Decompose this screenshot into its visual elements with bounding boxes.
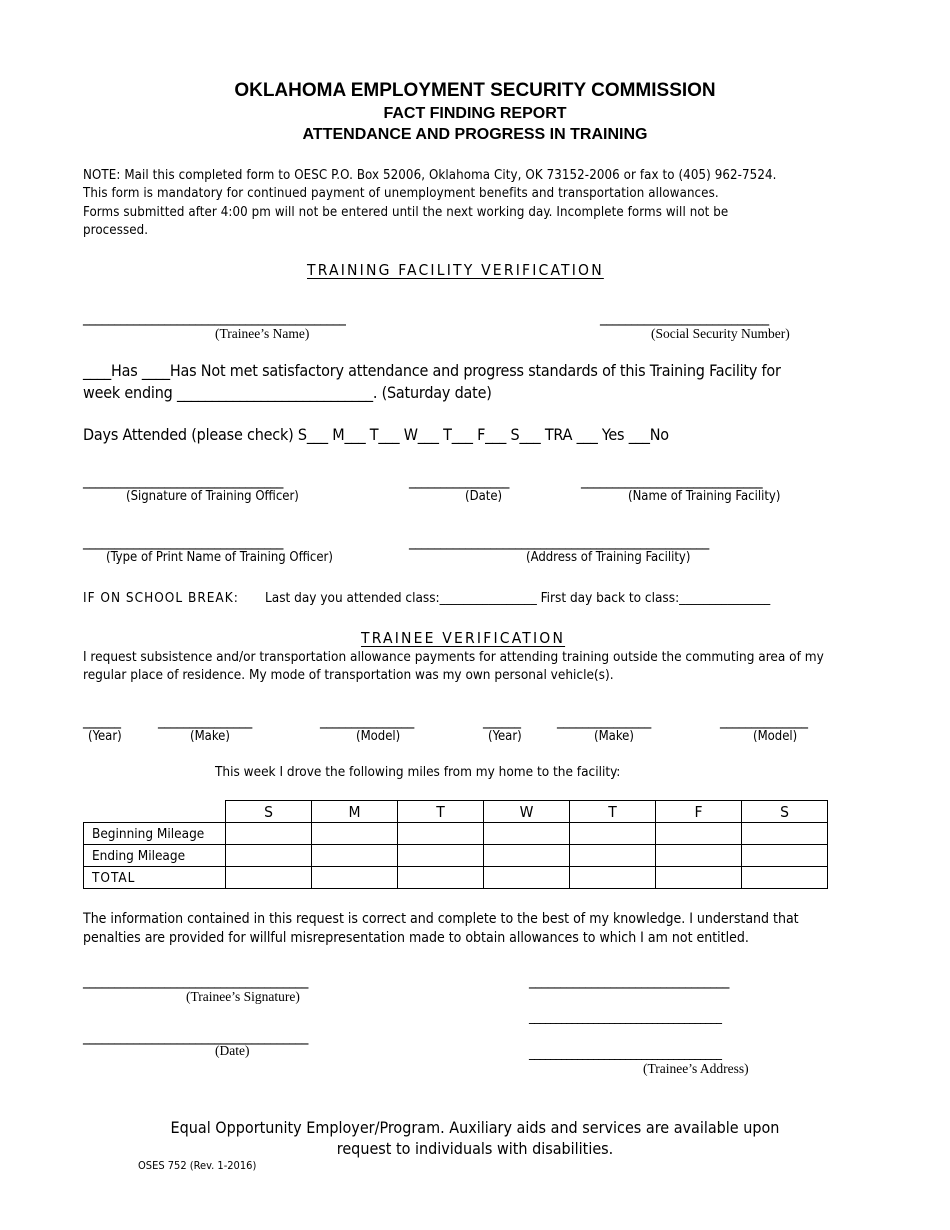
vehicle1-make-label: (Make) — [190, 729, 230, 744]
table-row — [84, 823, 828, 845]
ssn-field[interactable]: ___________________________ — [600, 308, 769, 326]
trainee-address-field-3[interactable]: ____________________________________ — [529, 1046, 722, 1061]
beginning-mileage-label: Beginning Mileage — [84, 823, 226, 845]
note-line-1: NOTE: Mail this completed form to OESC P.O. Box 52006, Oklahoma City, OK 73152-2006 or fax to (405) 962-7524. — [83, 168, 777, 183]
note-line-4: processed. — [83, 223, 149, 238]
trainee-address-field-1[interactable]: ________________________________ — [529, 971, 729, 989]
trainee-address-field-2[interactable]: ____________________________________ — [529, 1010, 722, 1025]
vehicle1-year-field[interactable]: ______ — [83, 711, 121, 729]
ssn-label: (Social Security Number) — [651, 326, 790, 341]
ending-mileage-label: Ending Mileage — [84, 845, 226, 867]
ending-mileage-cell[interactable] — [226, 845, 312, 867]
beginning-mileage-cell[interactable] — [742, 823, 828, 845]
trainee-name-field[interactable]: __________________________________________ — [83, 308, 346, 326]
request-line-1: I request subsistence and/or transportation allowance payments for attending training outside the commuting area of my — [83, 649, 824, 665]
vehicle2-model-field[interactable]: ______________ — [720, 711, 808, 729]
officer-date-label: (Date) — [465, 489, 503, 504]
officer-print-name-label: (Type of Print Name of Training Officer) — [106, 550, 333, 565]
day-header-wed: W — [484, 801, 570, 823]
trainee-signature-field[interactable]: ____________________________________ — [83, 971, 308, 989]
mileage-corner — [84, 801, 226, 823]
total-label: TOTAL — [84, 867, 226, 889]
vehicle2-year-label: (Year) — [488, 729, 522, 744]
trainee-address-label: (Trainee’s Address) — [643, 1061, 749, 1076]
ending-mileage-cell[interactable] — [742, 845, 828, 867]
facility-address-label: (Address of Training Facility) — [526, 550, 691, 565]
day-header-fri: F — [656, 801, 742, 823]
ending-mileage-cell[interactable] — [398, 845, 484, 867]
beginning-mileage-cell[interactable] — [312, 823, 398, 845]
vehicle1-make-field[interactable]: _______________ — [158, 711, 252, 729]
mileage-header-row — [84, 801, 828, 823]
days-attended-line[interactable]: Days Attended (please check) S___ M___ T___ W___ T___ F___ S___ TRA ___ Yes ___No — [83, 425, 669, 444]
certify-line-1: The information contained in this request is correct and complete to the best of my knowledge. I understand that — [83, 911, 799, 927]
day-header-mon: M — [312, 801, 398, 823]
trainee-section-title: TRAINEE VERIFICATION — [361, 629, 566, 647]
ending-mileage-cell[interactable] — [484, 845, 570, 867]
table-row — [84, 845, 828, 867]
trainee-date-field[interactable]: ____________________________________ — [83, 1027, 308, 1045]
total-cell[interactable] — [312, 867, 398, 889]
officer-signature-field[interactable]: ________________________________ — [83, 471, 283, 489]
vehicle2-make-label: (Make) — [594, 729, 634, 744]
day-header-sun: S — [226, 801, 312, 823]
total-cell[interactable] — [742, 867, 828, 889]
facility-name-field[interactable]: _____________________________ — [581, 471, 763, 489]
agency-title: OKLAHOMA EMPLOYMENT SECURITY COMMISSION — [234, 80, 716, 101]
officer-print-name-field[interactable]: ________________________________ — [83, 532, 283, 550]
form-id: OSES 752 (Rev. 1-2016) — [138, 1159, 257, 1172]
vehicle1-model-label: (Model) — [356, 729, 401, 744]
vehicle2-make-field[interactable]: _______________ — [557, 711, 651, 729]
beginning-mileage-cell[interactable] — [398, 823, 484, 845]
vehicle1-year-label: (Year) — [88, 729, 122, 744]
school-break-label: IF ON SCHOOL BREAK: — [83, 590, 239, 606]
vehicle2-year-field[interactable]: ______ — [483, 711, 521, 729]
total-cell[interactable] — [484, 867, 570, 889]
day-header-tue: T — [398, 801, 484, 823]
total-cell[interactable] — [226, 867, 312, 889]
total-cell[interactable] — [656, 867, 742, 889]
facility-name-label: (Name of Training Facility) — [628, 489, 781, 504]
total-cell[interactable] — [570, 867, 656, 889]
standards-line-2[interactable]: week ending ____________________________. (Saturday date) — [83, 383, 492, 402]
eeo-statement-line-1: Equal Opportunity Employer/Program. Auxiliary aids and services are available upon — [170, 1118, 780, 1137]
report-title: FACT FINDING REPORT — [383, 105, 567, 122]
ending-mileage-cell[interactable] — [570, 845, 656, 867]
total-cell[interactable] — [398, 867, 484, 889]
ending-mileage-cell[interactable] — [656, 845, 742, 867]
school-break-fields[interactable]: Last day you attended class:________________ First day back to class:_______________ — [265, 590, 771, 606]
trainee-name-label: (Trainee’s Name) — [215, 326, 310, 341]
facility-section-title: TRAINING FACILITY VERIFICATION — [307, 261, 604, 279]
request-line-2: regular place of residence. My mode of transportation was my own personal vehicle(s). — [83, 667, 614, 683]
certify-line-2: penalties are provided for willful misrepresentation made to obtain allowances to which I am not entitled. — [83, 930, 749, 946]
day-header-thu: T — [570, 801, 656, 823]
note-line-2: This form is mandatory for continued payment of unemployment benefits and transportation allowances. — [83, 186, 719, 201]
facility-address-field[interactable]: ________________________________________________ — [409, 532, 709, 550]
vehicle2-model-label: (Model) — [753, 729, 798, 744]
beginning-mileage-cell[interactable] — [570, 823, 656, 845]
trainee-signature-label: (Trainee’s Signature) — [186, 989, 300, 1004]
miles-intro: This week I drove the following miles from my home to the facility: — [215, 764, 621, 780]
day-header-sat: S — [742, 801, 828, 823]
standards-line-1[interactable]: ____Has ____Has Not met satisfactory attendance and progress standards of this Training Facility for — [83, 361, 781, 380]
officer-signature-label: (Signature of Training Officer) — [126, 489, 299, 504]
note-line-3: Forms submitted after 4:00 pm will not be entered until the next working day. Incomplete forms will not be — [83, 205, 729, 220]
vehicle1-model-field[interactable]: _______________ — [320, 711, 414, 729]
report-subject: ATTENDANCE AND PROGRESS IN TRAINING — [302, 126, 648, 143]
eeo-statement-line-2: request to individuals with disabilities. — [336, 1139, 614, 1158]
beginning-mileage-cell[interactable] — [484, 823, 570, 845]
table-row — [84, 867, 828, 889]
mileage-table — [83, 800, 828, 889]
officer-date-field[interactable]: ________________ — [409, 471, 509, 489]
ending-mileage-cell[interactable] — [312, 845, 398, 867]
beginning-mileage-cell[interactable] — [226, 823, 312, 845]
trainee-date-label: (Date) — [215, 1043, 250, 1058]
beginning-mileage-cell[interactable] — [656, 823, 742, 845]
